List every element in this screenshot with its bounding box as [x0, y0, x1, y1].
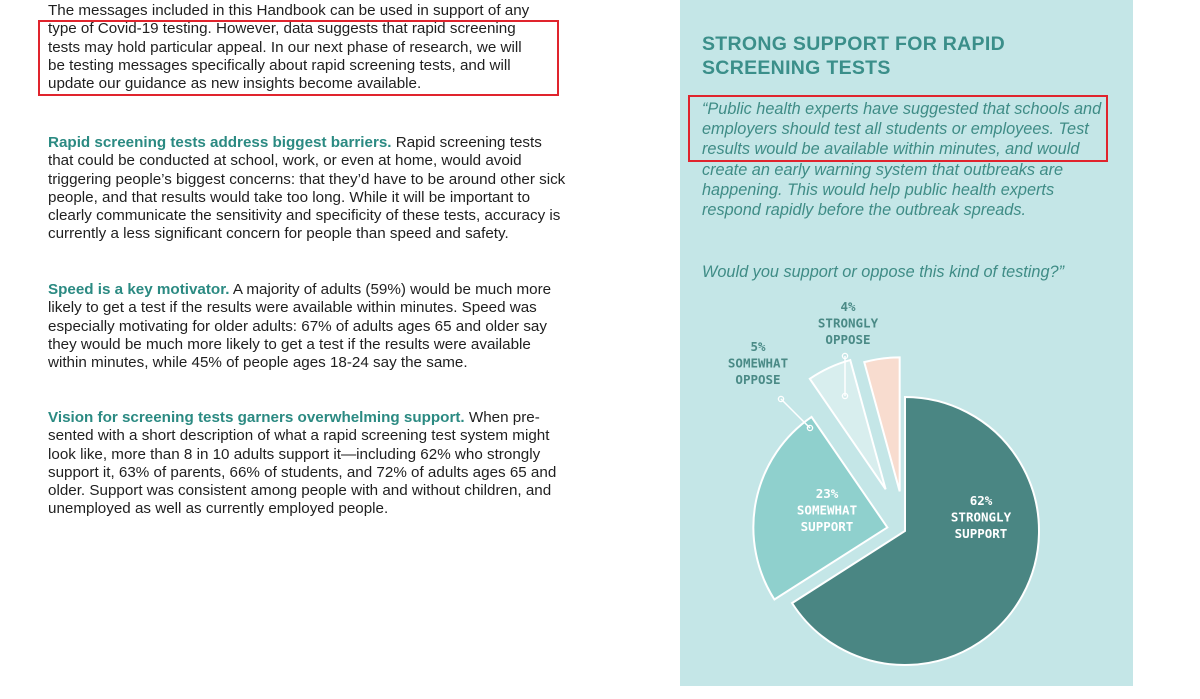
pie-data-label-category: STRONGLY — [817, 315, 879, 331]
intro-line: be testing messages specifically about rapid screening tests, and will — [48, 56, 511, 74]
pie-data-label-percent: 4% — [840, 299, 856, 314]
barriers-heading: Rapid screening tests address biggest barriers. — [48, 134, 392, 151]
pie-data-label-category: SOMEWHAT — [796, 502, 858, 518]
speed-paragraph — [48, 281, 568, 372]
pie-data-label-percent: 5% — [750, 339, 766, 354]
vision-body: When pre-sented with a short description of what a rapid screening test system might look like, more than 8 in 10 adults support it—including 62% who strongly support it, 63% of parents, 66% of students, and 72% of adults ages 65 and older. Support was consistent among people with and without children, and unemployed as well as currently employed people. — [48, 409, 557, 518]
vision-heading: Vision for screening tests garners overwhelming support. — [48, 409, 465, 426]
pie-data-label-category: SOMEWHAT — [727, 355, 789, 371]
intro-line: update our guidance as new insights become available. — [48, 75, 422, 93]
panel-quote: “Public health experts have suggested that schools and employers should test all students or employees. Test results would be available within minutes, and would create an early warning system that outbreaks are happening. This would help public health experts respond rapidly before the outbreak spreads. — [702, 100, 1102, 220]
pie-data-label-category: SUPPORT — [954, 526, 1008, 541]
panel-title: STRONG SUPPORT FOR RAPID SCREENING TESTS — [702, 33, 1005, 79]
pie-data-label-percent: 62% — [969, 493, 993, 508]
highlight-box-intro — [38, 20, 559, 96]
pie-data-label-category: STRONGLY — [950, 509, 1012, 525]
vision-paragraph — [48, 409, 568, 519]
pie-leader-line — [781, 399, 810, 428]
pie-slice — [864, 357, 899, 491]
barriers-body: Rapid screening tests that could be conducted at school, work, or even at home, would avoid triggering people’s biggest concerns: that they’d have to be around other sick people, and that results would take too long. While it will be important to clearly communicate the sensitivity and specificity of these tests, accuracy is currently a less significant concern for people than speed and safety. — [48, 134, 566, 243]
pie-data-label-category: SUPPORT — [800, 519, 854, 534]
barriers-paragraph — [48, 134, 568, 244]
panel-question: Would you support or oppose this kind of testing?” — [702, 263, 1065, 281]
speed-body: A majority of adults (59%) would be much more likely to get a test if the results were available within minutes. Speed was especially motivating for older adults: 67% of adults ages 65 and older say they would be much more likely to get a test if the results were available within minutes, while 45% of people ages 18-24 say the same. — [48, 281, 552, 372]
intro-line: tests may hold particular appeal. In our next phase of research, we will — [48, 38, 522, 56]
pie-data-label-percent: 23% — [815, 486, 839, 501]
pie-data-label-category: OPPOSE — [825, 332, 871, 347]
speed-heading: Speed is a key motivator. — [48, 281, 230, 298]
pie-data-label-category: OPPOSE — [735, 372, 781, 387]
intro-line: The messages included in this Handbook can be used in support of any — [48, 2, 530, 19]
highlight-box-quote — [688, 95, 1108, 162]
intro-line: type of Covid-19 testing. However, data suggests that rapid screening — [48, 20, 516, 38]
